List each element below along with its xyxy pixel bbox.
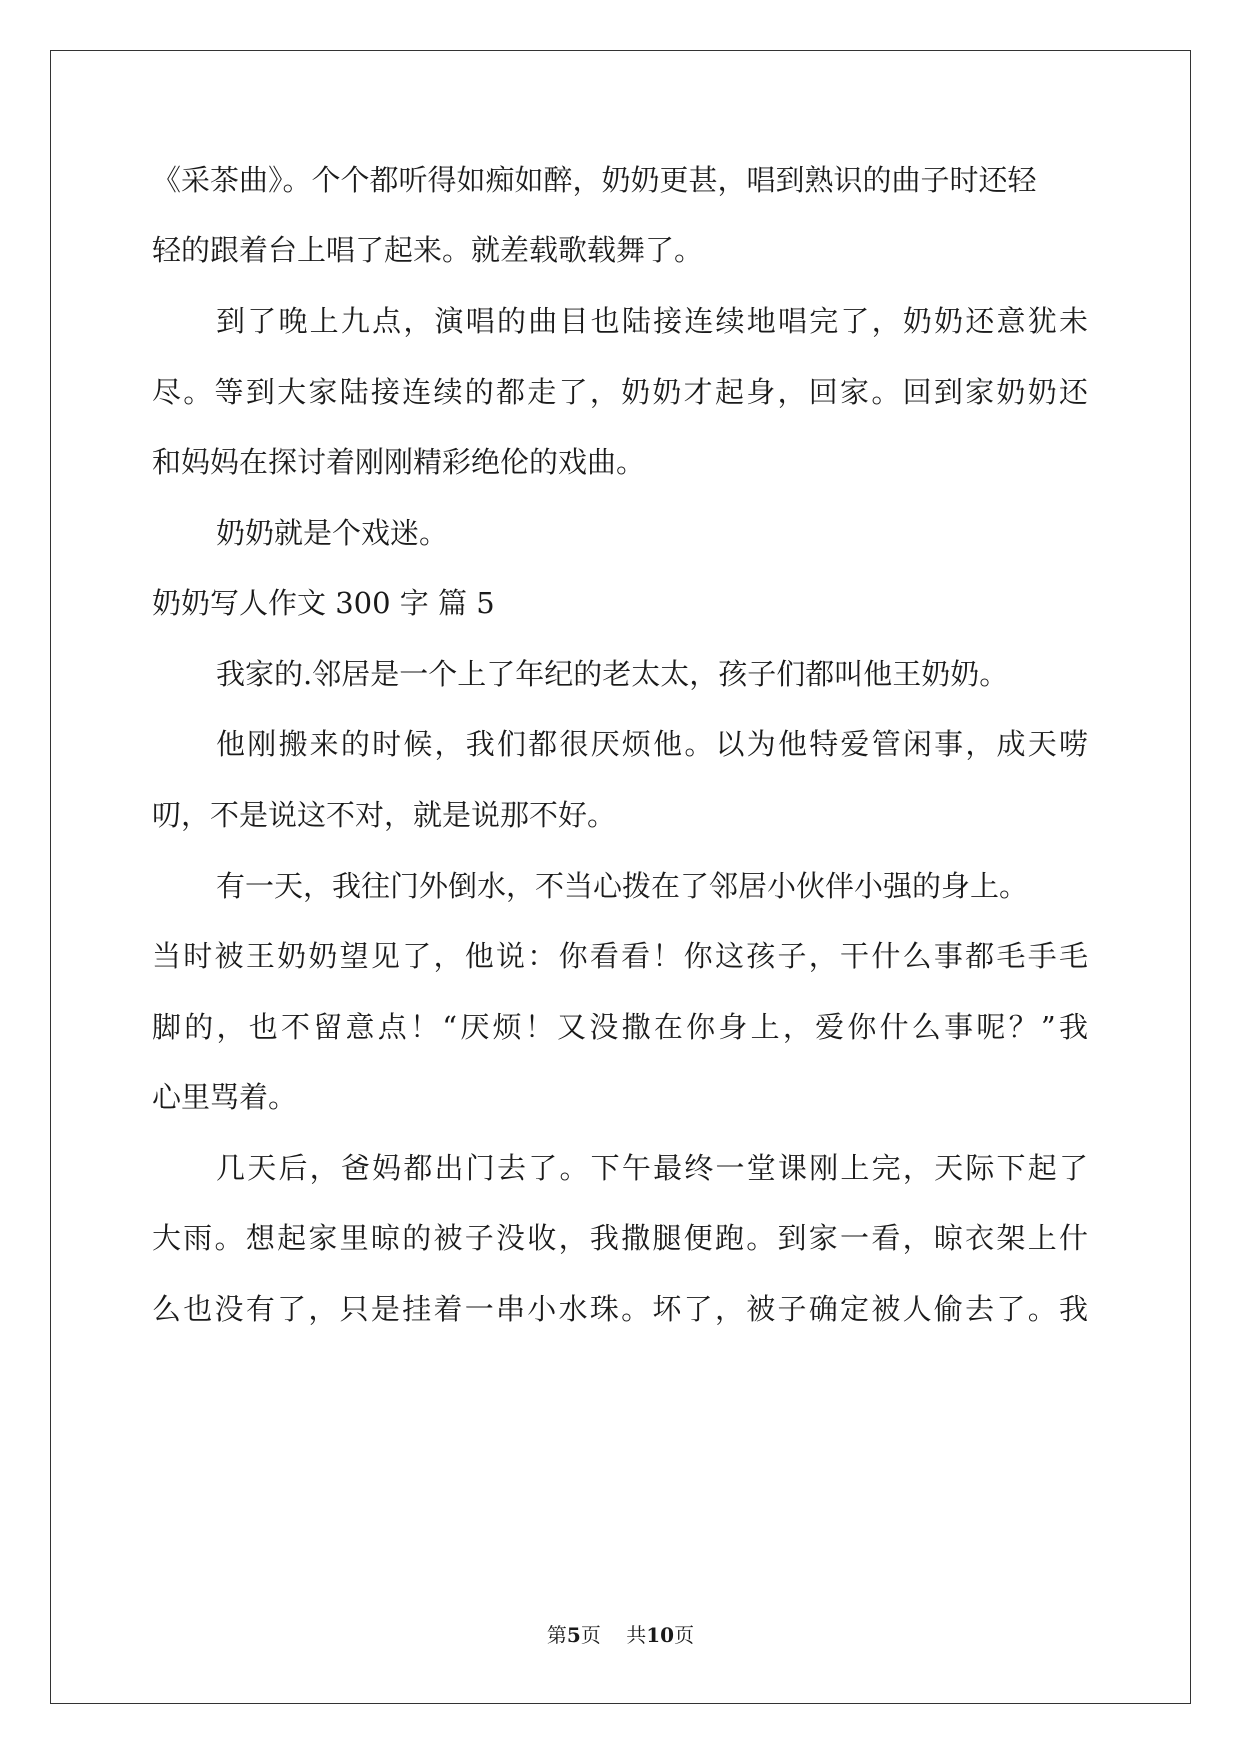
current-page-number: 5 [566,1623,581,1647]
section-heading: 奶奶写人作文 300 字 篇 5 [152,586,495,620]
text-line-5: 和妈妈在探讨着刚刚精彩绝伦的戏曲。 [152,445,646,479]
text-line-3: 到了晚上九点，演唱的曲目也陆接连续地唱完了，奶奶还意犹未 [216,304,1088,338]
footer-suffix: 页 [674,1623,695,1647]
text-line-2: 轻的跟着台上唱了起来。就差载歌载舞了。 [152,233,704,267]
text-line-9: 他刚搬来的时候，我们都很厌烦他。以为他特爱管闲事，成天唠 [216,727,1088,761]
text-line-11: 有一天，我往门外倒水，不当心拨在了邻居小伙伴小强的身上。 [216,869,1029,903]
text-line-10: 叨，不是说这不对，就是说那不好。 [152,798,617,832]
text-line-14: 心里骂着。 [152,1080,298,1114]
footer-middle: 页 共 [580,1623,647,1647]
text-line-15: 几天后，爸妈都出门去了。下午最终一堂课刚上完，天际下起了 [216,1151,1088,1185]
text-line-1: 《采茶曲》。个个都听得如痴如醉，奶奶更甚，唱到熟识的曲子时还轻 [152,163,1037,197]
text-line-13: 脚的，也不留意点！“厌烦！又没撒在你身上，爱你什么事呢？”我 [152,1010,1088,1044]
page-footer [0,1623,1241,1647]
text-line-17: 么也没有了，只是挂着一串小水珠。坏了，被子确定被人偷去了。我 [152,1292,1088,1326]
text-line-12: 当时被王奶奶望见了，他说：你看看！你这孩子，干什么事都毛手毛 [152,939,1088,973]
footer-prefix: 第 [546,1623,567,1647]
text-line-6: 奶奶就是个戏迷。 [216,516,449,550]
text-line-4: 尽。等到大家陆接连续的都走了，奶奶才起身，回家。回到家奶奶还 [152,375,1088,409]
total-pages-number: 10 [646,1623,675,1647]
text-line-16: 大雨。想起家里晾的被子没收，我撒腿便跑。到家一看，晾衣架上什 [152,1221,1088,1255]
text-line-8: 我家的.邻居是一个上了年纪的老太太，孩子们都叫他王奶奶。 [216,657,1009,691]
